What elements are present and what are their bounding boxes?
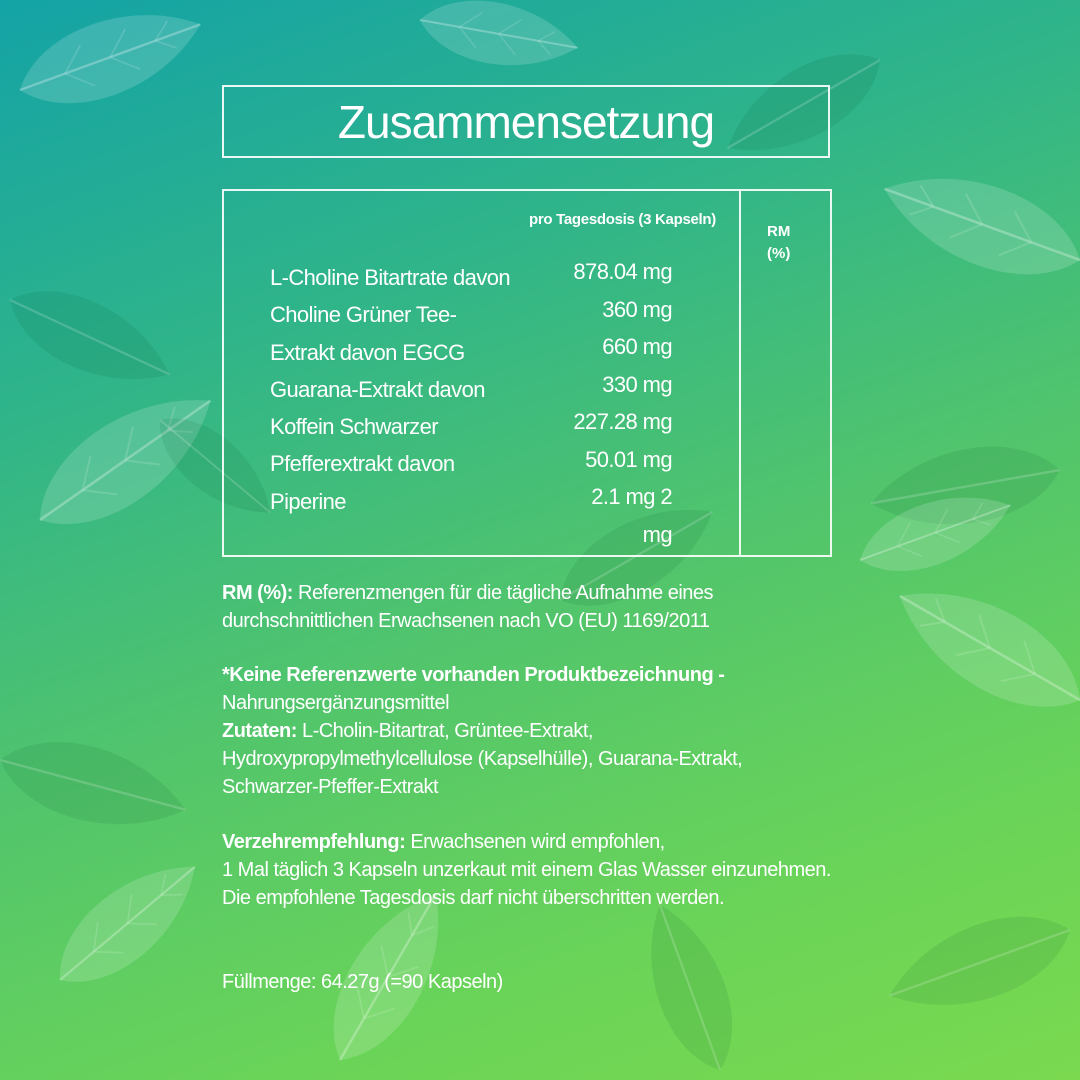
composition-table: [222, 189, 832, 557]
ingredients-label: Zutaten:: [222, 720, 297, 742]
product-info: [222, 661, 742, 801]
rm-note-line1: [222, 579, 713, 607]
dose-value: 660 mg: [602, 334, 672, 359]
ingredient-line: Choline Grüner Tee-: [270, 302, 457, 328]
ingredient-line: Extrakt davon EGCG: [270, 339, 465, 365]
ingredient-line: Piperine: [270, 488, 346, 514]
dose-value: 227.28 mg: [573, 409, 672, 434]
ingredient-line: Guarana-Extrakt davon: [270, 376, 485, 402]
dose-value: 360 mg: [602, 296, 672, 322]
usage-text: Erwachsenen wird empfohlen,: [405, 831, 665, 853]
ingredient-line: L-Choline Bitartrate davon: [270, 265, 510, 290]
usage-line1: [222, 828, 831, 856]
rm-note-text: Referenzmengen für die tägliche Aufnahme eines: [292, 582, 714, 604]
dose-value: 50.01 mg: [585, 446, 672, 472]
usage-recommendation: [222, 828, 831, 912]
title-box: [222, 85, 830, 158]
rm-note: [222, 579, 713, 635]
dose-value: 878.04 mg: [573, 259, 672, 284]
dose-column-header: pro Tagesdosis (3 Kapseln): [529, 211, 716, 228]
usage-line2: 1 Mal täglich 3 Kapseln unzerkaut mit einem Glas Wasser einzunehmen.: [222, 859, 831, 881]
rm-note-label: RM (%):: [222, 582, 293, 604]
table-divider: [739, 191, 741, 555]
ingredients-text: L-Cholin-Bitartrat, Grüntee-Extrakt,: [296, 720, 593, 742]
ingredients-line3: Schwarzer-Pfeffer-Extrakt: [222, 776, 439, 798]
product-heading: *Keine Referenzwerte vorhanden Produktbezeichnung -: [222, 664, 725, 686]
rm-note-line2: durchschnittlichen Erwachsenen nach VO (EU) 1169/2011: [222, 610, 710, 632]
ingredients-line1: [222, 717, 742, 745]
dose-values: [573, 253, 672, 553]
dose-value: 2.1 mg 2: [591, 484, 672, 509]
usage-line3: Die empfohlene Tagesdosis darf nicht überschritten werden.: [222, 887, 725, 909]
fill-amount: Füllmenge: 64.27g (=90 Kapseln): [222, 971, 503, 993]
dose-value: mg: [642, 521, 672, 547]
usage-label: Verzehrempfehlung:: [222, 831, 406, 853]
page-title: Zusammensetzung: [337, 96, 715, 148]
rm-column-header: [767, 221, 797, 265]
rm-header-line2: (%): [767, 245, 791, 262]
ingredient-names: [270, 259, 510, 520]
ingredients-line2: Hydroxypropylmethylcellulose (Kapselhülle), Guarana-Extrakt,: [222, 748, 743, 770]
ingredient-line: Pfefferextrakt davon: [270, 451, 455, 477]
product-designation: Nahrungsergänzungsmittel: [222, 692, 450, 714]
dose-value: 330 mg: [602, 371, 672, 397]
ingredient-line: Koffein Schwarzer: [270, 414, 438, 440]
rm-header-line1: RM: [767, 223, 791, 240]
